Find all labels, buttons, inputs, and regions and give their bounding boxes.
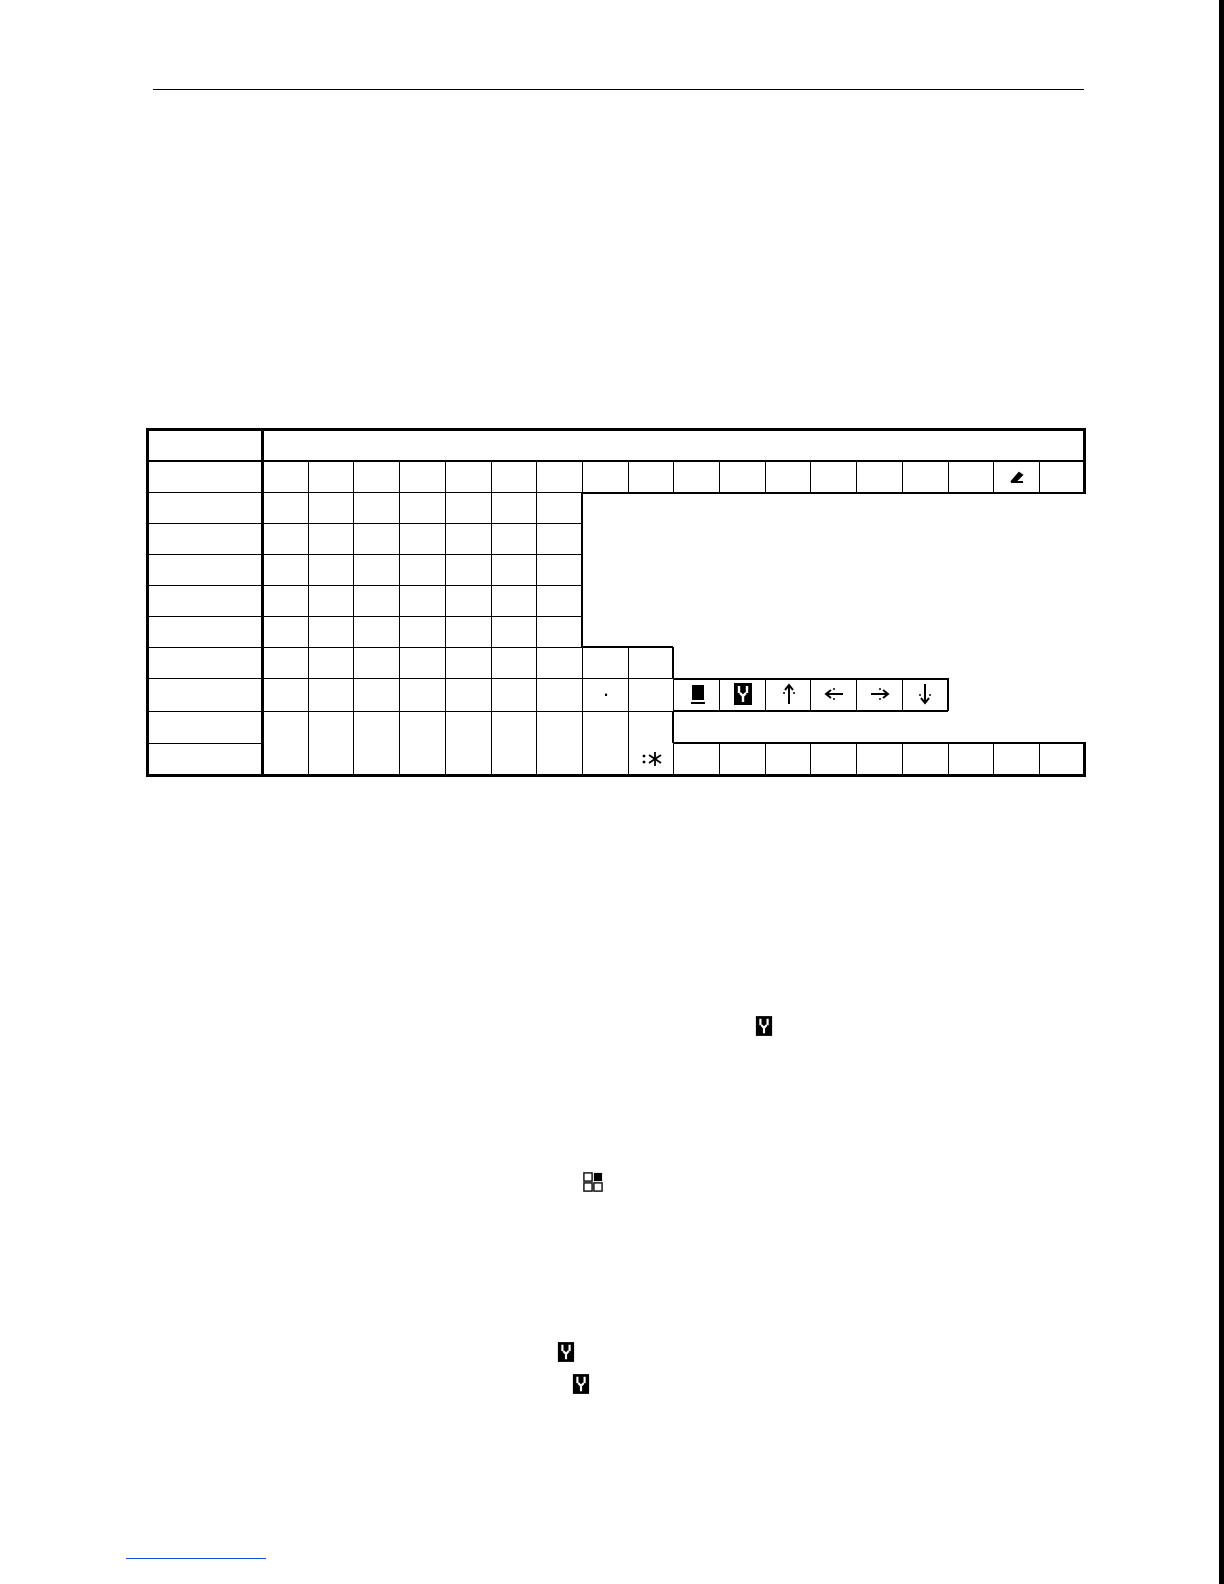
- arrow-left-icon: [811, 678, 857, 710]
- table-col-rule: [993, 743, 994, 775]
- footer-link-underline[interactable]: [126, 1558, 266, 1559]
- table-col-rule: [810, 743, 811, 775]
- table-col-rule: [582, 743, 583, 775]
- table-col-rule: [856, 743, 857, 775]
- table-col-rule: [810, 460, 811, 493]
- table-row-rule: [262, 711, 673, 712]
- table-col-rule: [673, 460, 674, 493]
- table-col-rule: [399, 460, 400, 493]
- table-row-rule: [262, 554, 582, 555]
- table-col-rule: [445, 460, 446, 493]
- grid-icon: [583, 1171, 603, 1193]
- table-row-rule: [146, 492, 262, 493]
- table-right-border: [1083, 742, 1086, 776]
- table-row-rule: [262, 492, 582, 493]
- table-step-rule: [673, 742, 1085, 744]
- table-row-rule: [146, 678, 262, 679]
- table-col-rule: [719, 743, 720, 775]
- table-step-rule: [672, 647, 674, 679]
- table-col-rule: [582, 492, 583, 647]
- table-col-rule: [399, 743, 400, 775]
- table-col-rule: [308, 647, 309, 743]
- antenna-icon: [754, 1015, 774, 1037]
- antenna-icon: [571, 1373, 591, 1395]
- table-row-rule: [146, 585, 262, 586]
- table-col-rule: [582, 460, 583, 493]
- table-row-rule: [146, 711, 262, 712]
- table-col-rule: [1039, 743, 1040, 775]
- antenna-icon: [556, 1341, 576, 1363]
- table-bottom-border: [146, 774, 1086, 777]
- table-row-rule: [146, 743, 262, 744]
- table-step-rule: [672, 711, 674, 743]
- table-row-rule: [146, 523, 262, 524]
- antenna-icon: [720, 678, 766, 710]
- table-step-rule: [581, 492, 583, 647]
- table-step-rule: [673, 710, 948, 712]
- table-col-rule: [765, 743, 766, 775]
- table-col-rule: [353, 492, 354, 647]
- dot-glyph: ·: [602, 681, 610, 706]
- table-col-rule: [765, 460, 766, 493]
- table-col-rule: [353, 647, 354, 743]
- table-col-rule: [445, 647, 446, 743]
- header-rule: [153, 89, 1084, 90]
- table-col-rule: [353, 460, 354, 493]
- arrow-right-icon: [857, 678, 903, 710]
- table-col-rule: [856, 460, 857, 493]
- table-row-rule: [146, 647, 262, 648]
- table-col-rule: [399, 492, 400, 647]
- table-col-rule: [491, 647, 492, 743]
- table-col-rule: [308, 460, 309, 493]
- table-row-rule: [146, 460, 262, 462]
- table-col-rule: [491, 460, 492, 493]
- table-col-rule: [536, 492, 537, 647]
- table-row-rule: [262, 616, 582, 617]
- table-row-rule: [146, 554, 262, 555]
- table-col-rule: [353, 743, 354, 775]
- table-col-rule: [491, 743, 492, 775]
- table-row-rule: [262, 460, 1085, 462]
- table-col-rule: [536, 460, 537, 493]
- table-row-rule: [262, 585, 582, 586]
- table-row-rule: [146, 775, 262, 777]
- table-col-rule: [445, 492, 446, 647]
- table-col-rule: [902, 743, 903, 775]
- table-right-border: [1083, 428, 1086, 494]
- table-col-rule: [902, 460, 903, 493]
- table-col-rule: [399, 647, 400, 743]
- table-col-rule: [948, 460, 949, 493]
- table-col-rule: [673, 647, 674, 743]
- edit-icon: [994, 461, 1040, 493]
- table-step-rule: [582, 646, 673, 648]
- asterisk-icon: [629, 743, 675, 775]
- page-edge-bar: [1219, 0, 1224, 1584]
- table-label-separator: [261, 428, 264, 776]
- table-col-rule: [719, 460, 720, 493]
- table-col-rule: [445, 743, 446, 775]
- block-icon: [675, 678, 721, 710]
- table-row-rule: [146, 616, 262, 617]
- arrow-down-icon: [902, 678, 948, 710]
- table-col-rule: [628, 460, 629, 493]
- table-top-border: [146, 428, 1086, 431]
- table-row-rule: [262, 523, 582, 524]
- table-col-rule: [536, 743, 537, 775]
- arrow-up-icon: [766, 678, 812, 710]
- table-col-rule: [948, 743, 949, 775]
- table-col-rule: [308, 492, 309, 647]
- table-outer-left: [146, 428, 149, 776]
- table-col-rule: [308, 743, 309, 775]
- table-row-rule: [262, 647, 673, 648]
- table-col-rule: [536, 647, 537, 743]
- table-col-rule: [491, 492, 492, 647]
